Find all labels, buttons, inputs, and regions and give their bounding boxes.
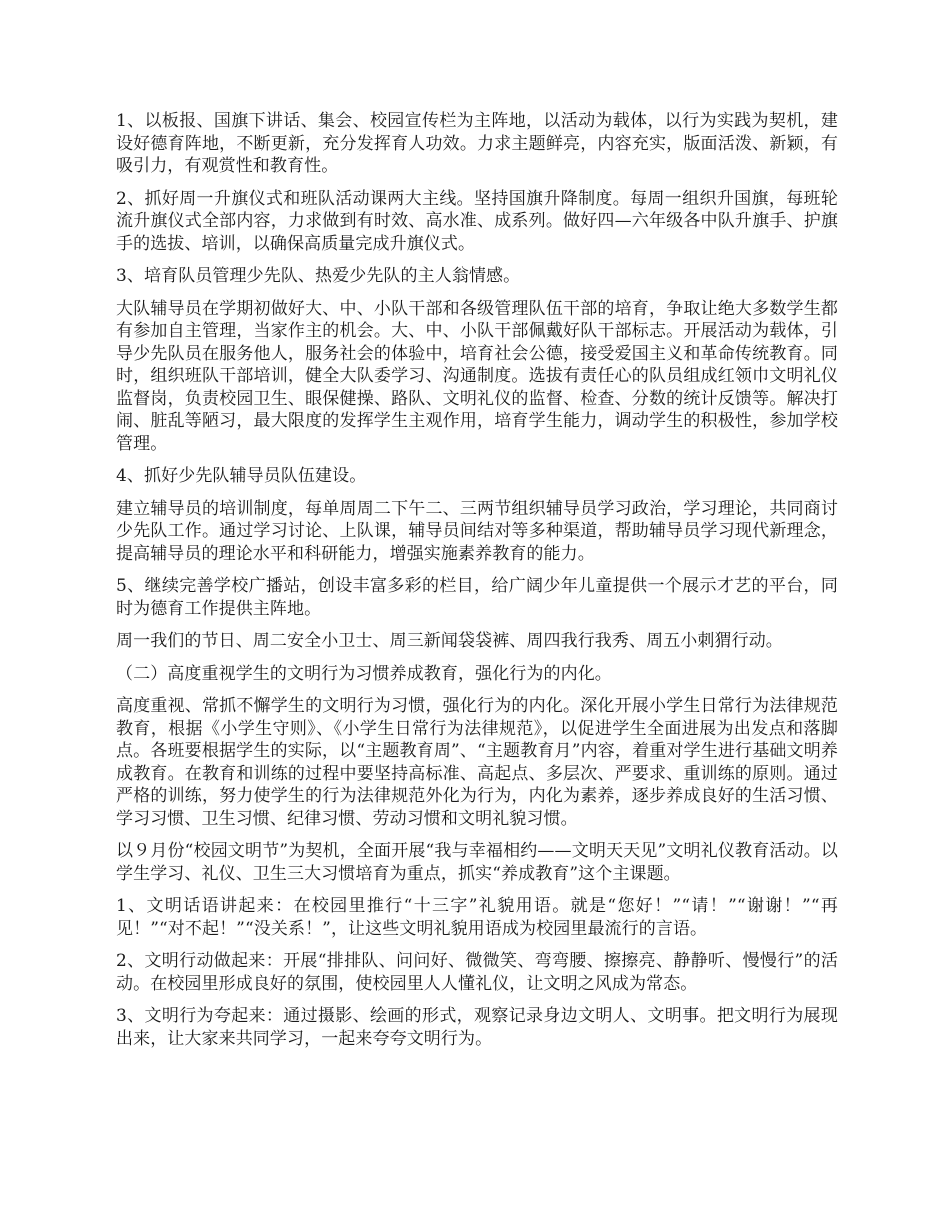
paragraph-7: 5、继续完善学校广播站，创设丰富多彩的栏目，给广阔少年儿童提供一个展示才艺的平台，同时为德育工作提供主阵地。 xyxy=(116,576,838,619)
paragraph-5: 4、抓好少先队辅导员队伍建设。 xyxy=(116,466,367,486)
paragraph-13: 2、文明行动做起来：开展“排排队、问问好、微微笑、弯弯腰、擦擦亮、静静听、慢慢行”的活动。在校园里形成良好的氛围，使校园里人人懂礼仪，让文明之风成为常态。 xyxy=(116,951,838,994)
paragraph-4: 大队辅导员在学期初做好大、中、小队干部和各级管理队伍干部的培育，争取让绝大多数学生都有参加自主管理，当家作主的机会。大、中、小队干部佩戴好队干部标志。开展活动为载体，引导少先队员在服务他人，服务社会的体验中，培育社会公德，接受爱国主义和革命传统教育。同时，组织班队干部培训，健全大队委学习、沟通制度。选拔有责任心的队员组成红领巾文明礼仪监督岗，负责校园卫生、眼保健操、路队、文明礼仪的监督、检查、分数的统计反馈等。解决打闹、脏乱等陋习，最大限度的发挥学生主观作用，培育学生能力，调动学生的积极性，参加学校管理。 xyxy=(116,298,838,454)
paragraph-9: （二）高度重视学生的文明行为习惯养成教育，强化行为的内化。 xyxy=(116,663,612,684)
paragraph-11: 以９月份“校园文明节”为契机，全面开展“我与幸福相约——文明天天见”文明礼仪教育活动。以学生学习、礼仪、卫生三大习惯培育为重点，抓实“养成教育”这个主课题。 xyxy=(116,841,838,884)
paragraph-12: 1、文明话语讲起来：在校园里推行“十三字”礼貌用语。就是“您好！”“请！”“谢谢！”“再见！”“对不起！”“没关系！”，让这些文明礼貌用语成为校园里最流行的言语。 xyxy=(116,896,838,939)
paragraph-14: 3、文明行为夸起来：通过摄影、绘画的形式，观察记录身边文明人、文明事。把文明行为展现出来，让大家来共同学习，一起来夸夸文明行为。 xyxy=(116,1006,838,1049)
paragraph-2: 2、抓好周一升旗仪式和班队活动课两大主线。坚持国旗升降制度。每周一组织升国旗，每班轮流升旗仪式全部内容，力求做到有时效、高水准、成系列。做好四—六年级各中队升旗手、护旗手的选拔、培训，以确保高质量完成升旗仪式。 xyxy=(116,188,838,254)
paragraph-3: 3、培育队员管理少先队、热爱少先队的主人翁情感。 xyxy=(116,266,521,286)
document-body xyxy=(116,110,838,1060)
paragraph-10: 高度重视、常抓不懈学生的文明行为习惯，强化行为的内化。深化开展小学生日常行为法律规范教育，根据《小学生守则》、《小学生日常行为法律规范》，以促进学生全面进展为出发点和落脚点。各班要根据学生的实际，以“主题教育周”、“主题教育月”内容，着重对学生进行基础文明养成教育。在教育和训练的过程中要坚持高标准、高起点、多层次、严要求、重训练的原则。通过严格的训练，努力使学生的行为法律规范外化为行为，内化为素养，逐步养成良好的生活习惯、学习习惯、卫生习惯、纪律习惯、劳动习惯和文明礼貌习惯。 xyxy=(116,696,838,829)
paragraph-8: 周一我们的节日、周二安全小卫士、周三新闻袋袋裤、周四我行我秀、周五小刺猬行动。 xyxy=(116,631,783,651)
paragraph-1: 1、以板报、国旗下讲话、集会、校园宣传栏为主阵地，以活动为载体，以行为实践为契机，建设好德育阵地，不断更新，充分发挥育人功效。力求主题鲜亮，内容充实，版面活泼、新颖，有吸引力，有观赏性和教育性。 xyxy=(116,111,838,176)
paragraph-6: 建立辅导员的培训制度，每单周周二下午二、三两节组织辅导员学习政治，学习理论，共同商讨少先队工作。通过学习讨论、上队课，辅导员间结对等多种渠道，帮助辅导员学习现代新理念，提高辅导员的理论水平和科研能力，增强实施素养教育的能力。 xyxy=(116,498,838,564)
